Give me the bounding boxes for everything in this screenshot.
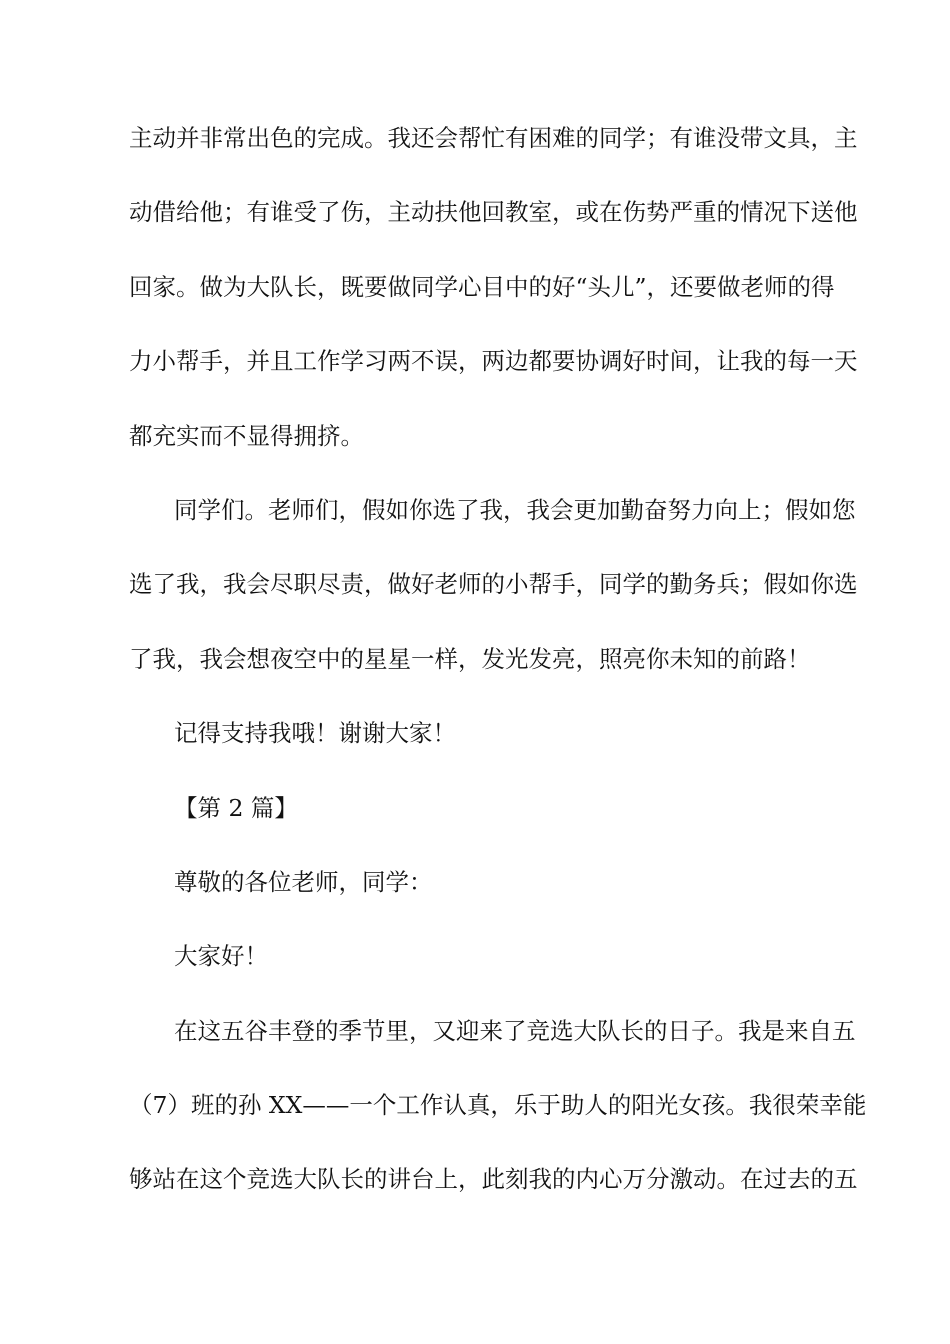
text-line: 同学们。老师们，假如你选了我，我会更加勤奋努力向上；假如您 (174, 495, 856, 524)
closing-line: 记得支持我哦！谢谢大家！ (174, 719, 456, 748)
text-line: （7）班的孙 XX——一个工作认真，乐于助人的阳光女孩。我很荣幸能 (129, 1091, 867, 1120)
text-line: 力小帮手，并且工作学习两不误，两边都要协调好时间，让我的每一天 (129, 347, 858, 376)
text-line: 主动并非常出色的完成。我还会帮忙有困难的同学；有谁没带文具，主 (129, 124, 858, 152)
text-line: 都充实而不显得拥挤。 (129, 421, 364, 450)
section-heading: 【第 2 篇】 (174, 793, 298, 822)
text-line: 在这五谷丰登的季节里，又迎来了竞选大队长的日子。我是来自五 (174, 1016, 856, 1045)
text-line: 够站在这个竞选大队长的讲台上，此刻我的内心万分激动。在过去的五 (129, 1165, 858, 1194)
document-body (129, 101, 867, 1217)
text-line: 选了我，我会尽职尽责，做好老师的小帮手，同学的勤务兵；假如你选 (129, 570, 858, 599)
paragraph-1 (129, 101, 858, 473)
salutation: 尊敬的各位老师，同学： (174, 867, 433, 896)
greeting: 大家好！ (174, 942, 268, 971)
text-line: 了我，我会想夜空中的星星一样，发光发亮，照亮你未知的前路！ (129, 644, 811, 673)
paragraph-2 (129, 473, 858, 696)
text-line: 动借给他；有谁受了伤，主动扶他回教室，或在伤势严重的情况下送他 (129, 198, 858, 227)
paragraph-3 (129, 994, 867, 1217)
text-line: 回家。做为大队长，既要做同学心目中的好“头儿”，还要做老师的得 (129, 272, 835, 301)
